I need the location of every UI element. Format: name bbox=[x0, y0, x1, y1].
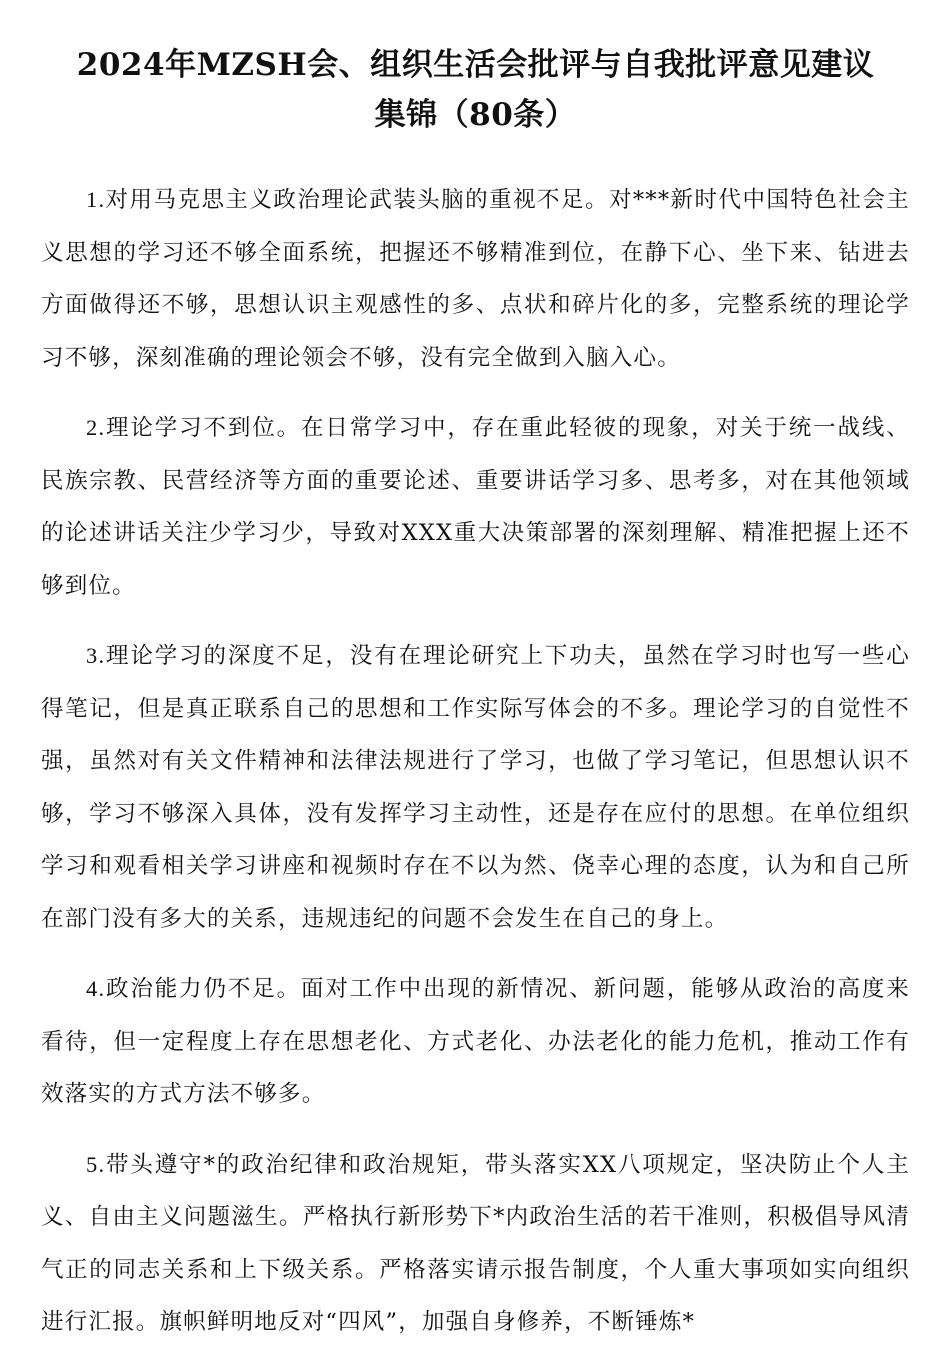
paragraph-5 bbox=[41, 1139, 910, 1349]
paragraph-1 bbox=[41, 174, 910, 384]
document-title bbox=[41, 40, 910, 140]
paragraph-number: 5. bbox=[86, 1151, 106, 1177]
document-title-line-2: 集锦（80条） bbox=[374, 97, 577, 133]
paragraph-text: 理论学习的深度不足，没有在理论研究上下功夫，虽然在学习时也写一些心得笔记，但是真正联系自己的思想和工作实际写体会的不多。理论学习的自觉性不强，虽然对有关文件精神和法律法规进行了学习，也做了学习笔记，但思想认识不够，学习不够深入具体，没有发挥学习主动性，还是存在应付的思想。在单位组织学习和观看相关学习讲座和视频时存在不以为然、侥幸心理的态度，认为和自己所在部门没有多大的关系，违规违纪的问题不会发生在自己的身上。 bbox=[41, 643, 910, 932]
paragraph-number: 4. bbox=[86, 976, 106, 1001]
paragraph-text: 理论学习不到位。在日常学习中，存在重此轻彼的现象，对关于统一战线、民族宗教、民营经济等方面的重要论述、重要讲话学习多、思考多，对在其他领域的论述讲话关注少学习少，导致对XXX重大决策部署的深刻理解、精准把握上还不够到位。 bbox=[41, 415, 910, 599]
paragraph-number: 2. bbox=[86, 415, 106, 440]
paragraph-text: 对用马克思主义政治理论武装头脑的重视不足。对***新时代中国特色社会主义思想的学习还不够全面系统，把握还不够精准到位，在静下心、坐下来、钻进去方面做得还不够，思想认识主观感性的多、点状和碎片化的多，完整系统的理论学习不够，深刻准确的理论领会不够，没有完全做到入脑入心。 bbox=[41, 187, 910, 371]
paragraph-4 bbox=[41, 963, 910, 1121]
paragraph-text: 政治能力仍不足。面对工作中出现的新情况、新问题，能够从政治的高度来看待，但一定程度上存在思想老化、方式老化、办法老化的能力危机，推动工作有效落实的方式方法不够多。 bbox=[41, 976, 910, 1107]
paragraph-number: 1. bbox=[86, 187, 106, 212]
paragraph-number: 3. bbox=[86, 643, 106, 668]
paragraph-text: 带头遵守*的政治纪律和政治规矩，带头落实XX八项规定，坚决防止个人主义、自由主义问题滋生。严格执行新形势下*内政治生活的若干准则，积极倡导风清气正的同志关系和上下级关系。严格落实请示报告制度，个人重大事项如实向组织进行汇报。旗帜鲜明地反对“四风”，加强自身修养，不断锤炼* bbox=[41, 1151, 910, 1335]
document-title-line-1: 2024年MZSH会、组织生活会批评与自我批评意见建议 bbox=[76, 47, 875, 83]
paragraph-2 bbox=[41, 402, 910, 612]
paragraph-3 bbox=[41, 630, 910, 945]
